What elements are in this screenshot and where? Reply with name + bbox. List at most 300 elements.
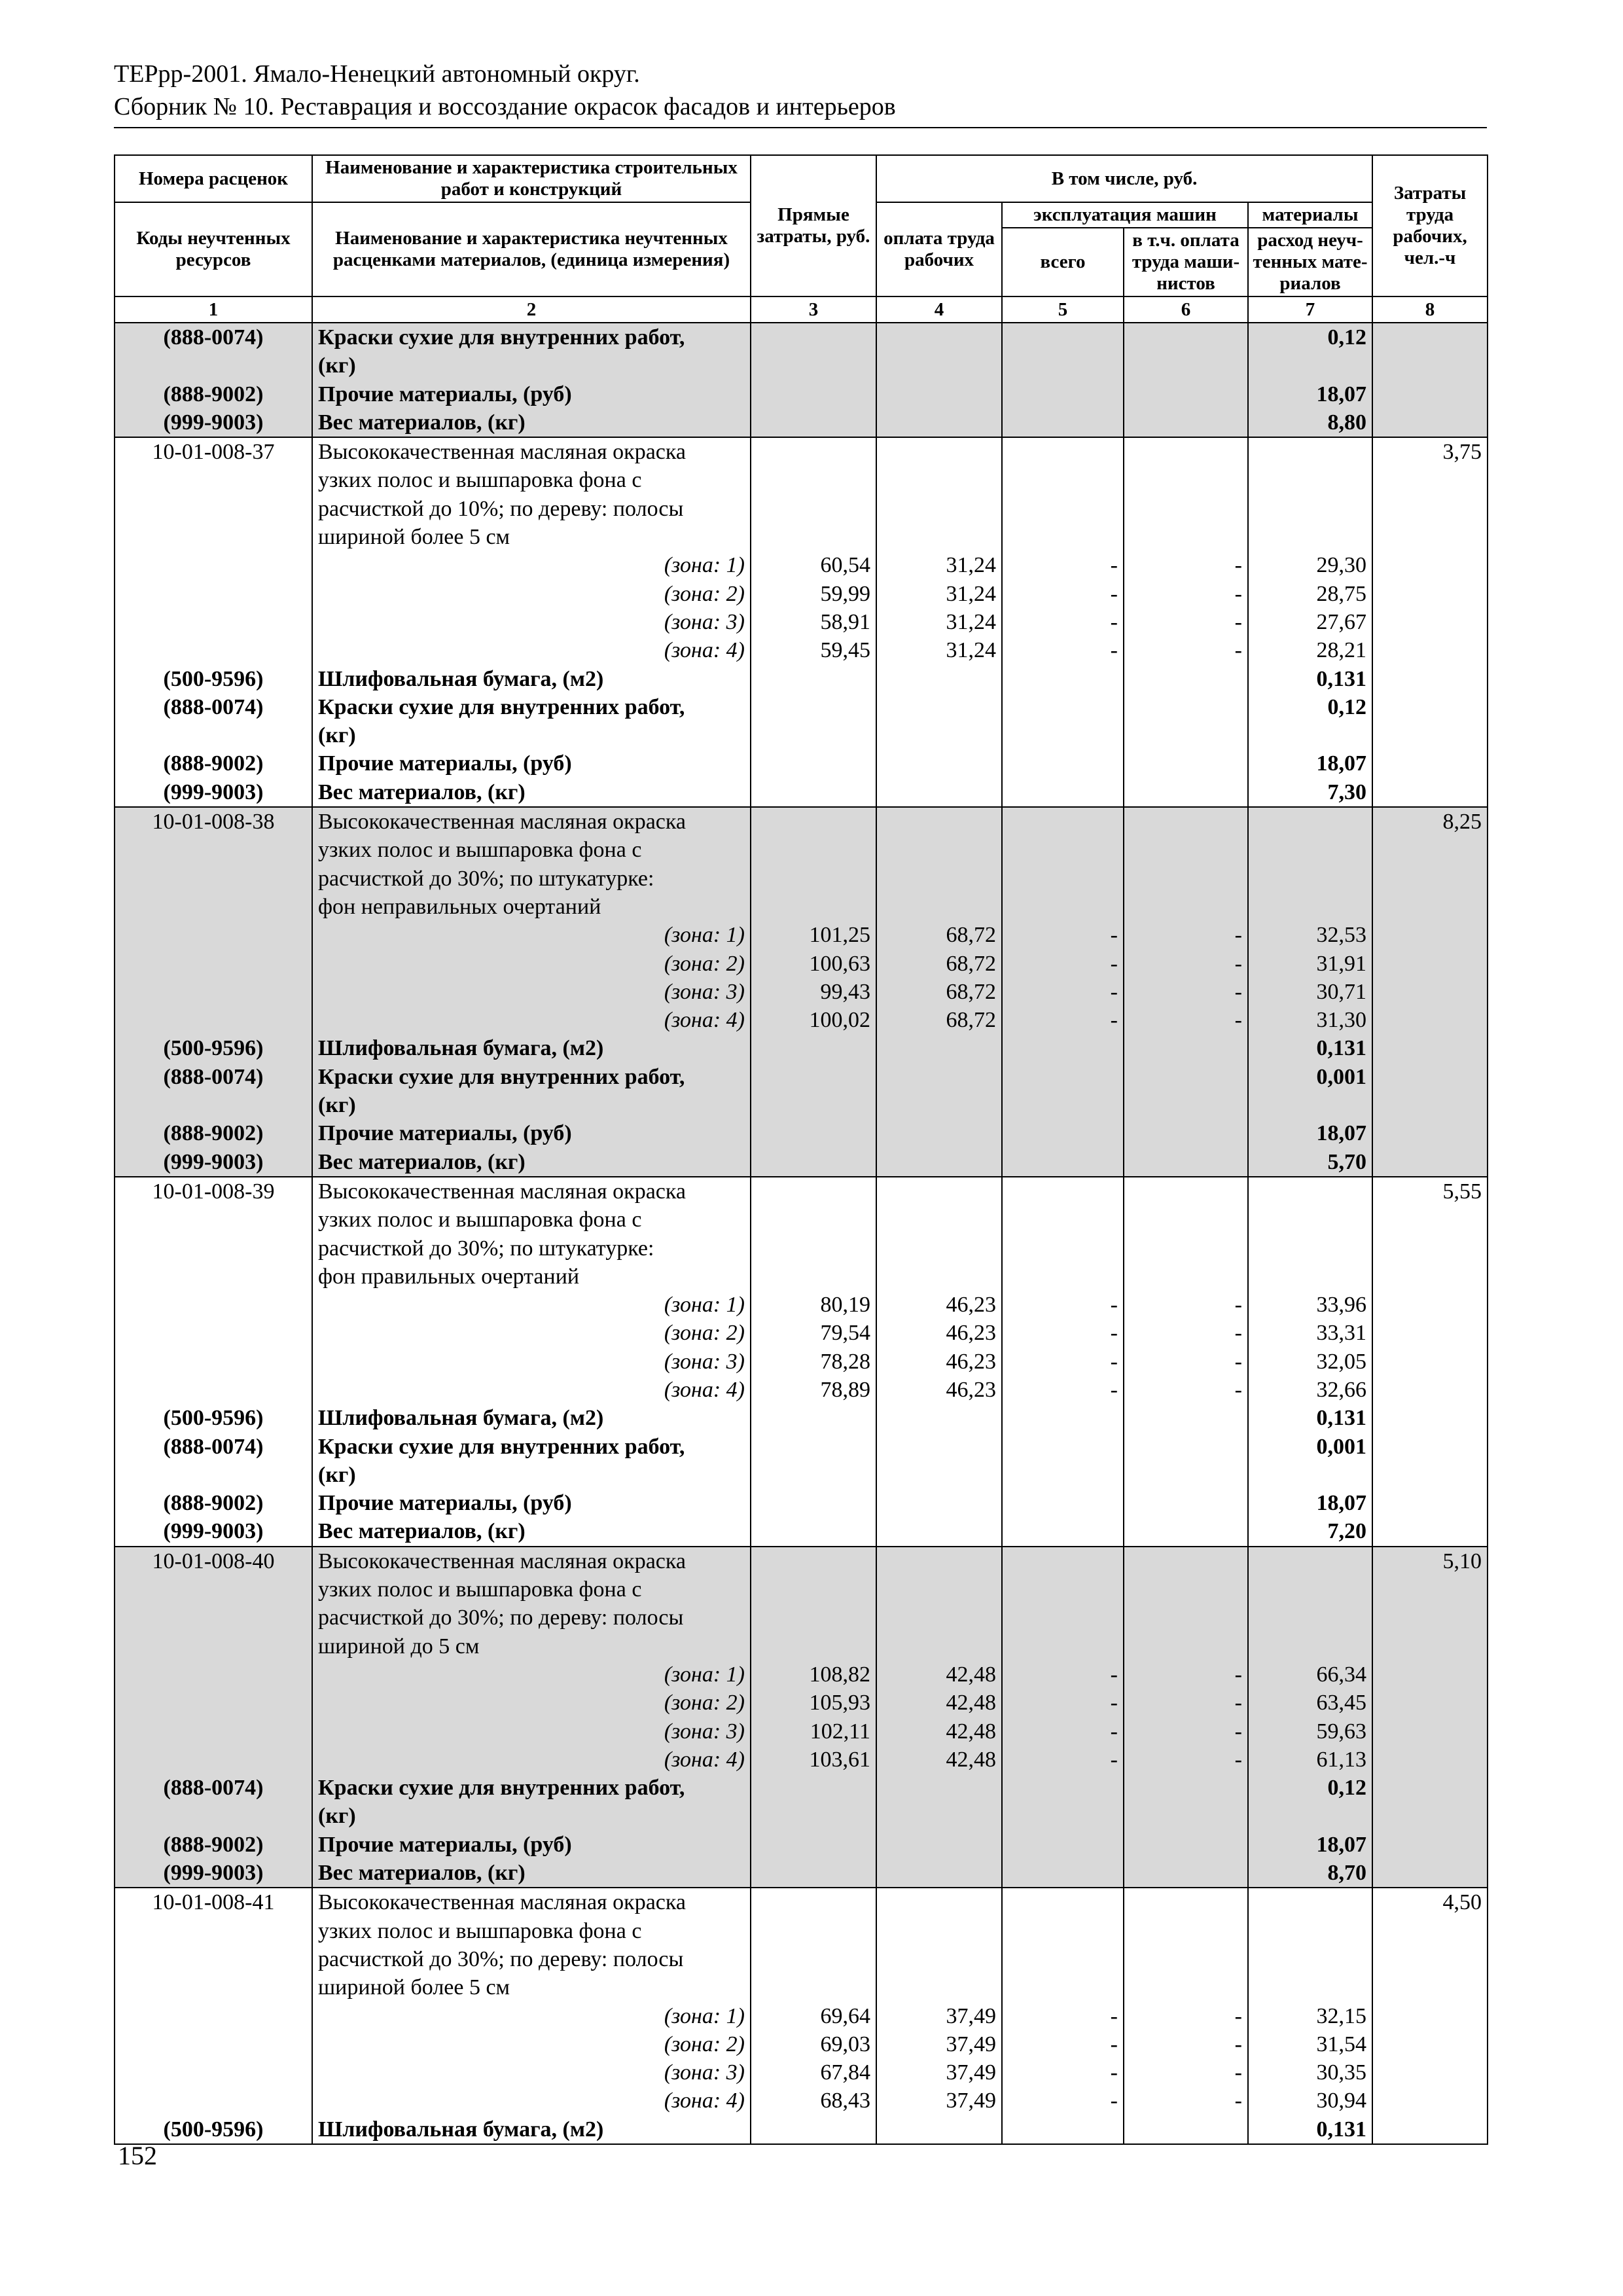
cell-col6 — [1124, 408, 1248, 437]
cell-col1 — [115, 1091, 312, 1119]
cell-col3 — [751, 323, 876, 351]
cell-col6: - — [1124, 950, 1248, 978]
cell-col1: (888-0074) — [115, 1433, 312, 1461]
header-rule — [114, 127, 1487, 128]
running-header — [114, 58, 1487, 123]
cell-col8 — [1372, 950, 1488, 978]
cell-col1: (999-9003) — [115, 1517, 312, 1546]
cell-col3 — [751, 1063, 876, 1091]
cell-col1: 10-01-008-38 — [115, 807, 312, 836]
cell-col2: (кг) — [312, 351, 751, 380]
cell-col7: 0,001 — [1248, 1433, 1372, 1461]
cell-col6 — [1124, 1831, 1248, 1859]
cell-col7: 0,131 — [1248, 665, 1372, 693]
cell-col8 — [1372, 721, 1488, 749]
cell-col4: 46,23 — [876, 1348, 1002, 1376]
cell-col5 — [1002, 1575, 1124, 1604]
cell-col4 — [876, 721, 1002, 749]
cell-col3 — [751, 1575, 876, 1604]
cell-col3: 108,82 — [751, 1660, 876, 1689]
cell-col7: 32,15 — [1248, 2002, 1372, 2030]
table-row — [115, 665, 1488, 693]
cell-col1 — [115, 2058, 312, 2087]
cell-col6 — [1124, 1404, 1248, 1432]
cell-col2: (зона: 2) — [312, 950, 751, 978]
cell-col8 — [1372, 1945, 1488, 1973]
cell-col1 — [115, 608, 312, 636]
cell-col2: фон неправильных очертаний — [312, 893, 751, 921]
cell-col4 — [876, 1091, 1002, 1119]
cell-col7: 5,70 — [1248, 1148, 1372, 1177]
col-number: 1 — [115, 296, 312, 323]
cell-col4 — [876, 351, 1002, 380]
cell-col6 — [1124, 1148, 1248, 1177]
cell-col5: - — [1002, 1376, 1124, 1404]
cell-col3 — [751, 1802, 876, 1830]
cell-col3 — [751, 1604, 876, 1632]
cell-col7 — [1248, 351, 1372, 380]
col-including-header: В том числе, руб. — [876, 155, 1372, 202]
cell-col1 — [115, 893, 312, 921]
cell-col2: Вес материалов, (кг) — [312, 1859, 751, 1888]
cell-col6: - — [1124, 1689, 1248, 1717]
table-row — [115, 466, 1488, 494]
table-row — [115, 2002, 1488, 2030]
cell-col6 — [1124, 1917, 1248, 1945]
cell-col5 — [1002, 437, 1124, 466]
cell-col6 — [1124, 807, 1248, 836]
table-row — [115, 1404, 1488, 1432]
table-row — [115, 408, 1488, 437]
cell-col2: Прочие материалы, (руб) — [312, 380, 751, 408]
cell-col6 — [1124, 721, 1248, 749]
cell-col4: 68,72 — [876, 1006, 1002, 1034]
cell-col5: - — [1002, 978, 1124, 1006]
cell-col7: 28,21 — [1248, 636, 1372, 664]
cell-col2: Краски сухие для внутренних работ, — [312, 1063, 751, 1091]
cell-col2: Высококачественная масляная окраска — [312, 437, 751, 466]
col-materials-header: материалы — [1248, 202, 1372, 228]
table-row — [115, 1206, 1488, 1234]
cell-col1 — [115, 1291, 312, 1319]
cell-col1: (888-0074) — [115, 323, 312, 351]
cell-col7: 63,45 — [1248, 1689, 1372, 1717]
table-row — [115, 1177, 1488, 1206]
cell-col4 — [876, 1234, 1002, 1263]
cell-col7: 0,12 — [1248, 323, 1372, 351]
cell-col1 — [115, 1206, 312, 1234]
cell-col8 — [1372, 2030, 1488, 2058]
cell-col1 — [115, 1660, 312, 1689]
cell-col6 — [1124, 778, 1248, 807]
cell-col3 — [751, 1119, 876, 1147]
cell-col6 — [1124, 1263, 1248, 1291]
cell-col7: 8,70 — [1248, 1859, 1372, 1888]
cell-col2: Прочие материалы, (руб) — [312, 749, 751, 778]
cell-col7 — [1248, 721, 1372, 749]
cell-col7 — [1248, 836, 1372, 864]
cell-col8 — [1372, 1376, 1488, 1404]
cell-col6 — [1124, 1859, 1248, 1888]
cell-col5 — [1002, 495, 1124, 523]
cell-col3 — [751, 466, 876, 494]
cell-col6 — [1124, 893, 1248, 921]
cell-col2: (зона: 3) — [312, 978, 751, 1006]
table-row — [115, 323, 1488, 351]
table-row — [115, 1461, 1488, 1489]
cell-col3 — [751, 1831, 876, 1859]
cell-col4 — [876, 1831, 1002, 1859]
cell-col7 — [1248, 495, 1372, 523]
cell-col4 — [876, 665, 1002, 693]
cell-col1 — [115, 1263, 312, 1291]
cell-col2: шириной более 5 см — [312, 1973, 751, 2001]
cell-col5 — [1002, 323, 1124, 351]
table-row — [115, 580, 1488, 608]
cell-col4: 68,72 — [876, 950, 1002, 978]
cell-col3 — [751, 893, 876, 921]
cell-col6 — [1124, 1547, 1248, 1575]
cell-col1 — [115, 1376, 312, 1404]
cell-col6: - — [1124, 636, 1248, 664]
cell-col8 — [1372, 836, 1488, 864]
cell-col6 — [1124, 323, 1248, 351]
cell-col1: (500-9596) — [115, 1034, 312, 1062]
cell-col5 — [1002, 1774, 1124, 1802]
cell-col2: (зона: 3) — [312, 1348, 751, 1376]
table-row — [115, 1319, 1488, 1347]
cell-col4 — [876, 1547, 1002, 1575]
cell-col5 — [1002, 1206, 1124, 1234]
cell-col3: 78,89 — [751, 1376, 876, 1404]
cell-col6 — [1124, 1774, 1248, 1802]
table-row — [115, 1888, 1488, 1916]
table-row — [115, 1973, 1488, 2001]
cell-col4 — [876, 1034, 1002, 1062]
cell-col7: 32,66 — [1248, 1376, 1372, 1404]
cell-col1 — [115, 1461, 312, 1489]
cell-col4 — [876, 1632, 1002, 1660]
cell-col6 — [1124, 1604, 1248, 1632]
cell-col8 — [1372, 1063, 1488, 1091]
cell-col6 — [1124, 1034, 1248, 1062]
col-rates-header: Номера расценок — [115, 155, 312, 202]
col-consumption-header: расход неуч-тенных мате-риалов — [1248, 228, 1372, 296]
cell-col2: (кг) — [312, 1091, 751, 1119]
cell-col1: 10-01-008-37 — [115, 437, 312, 466]
cell-col6 — [1124, 1632, 1248, 1660]
cell-col6 — [1124, 380, 1248, 408]
table-row — [115, 1575, 1488, 1604]
cell-col5 — [1002, 523, 1124, 551]
cell-col6: - — [1124, 608, 1248, 636]
table-row — [115, 807, 1488, 836]
col-name-header: Наименование и характеристика строительных работ и конструкций — [312, 155, 751, 202]
cell-col2: (кг) — [312, 1802, 751, 1830]
cell-col8 — [1372, 665, 1488, 693]
cell-col3 — [751, 1917, 876, 1945]
table-row — [115, 693, 1488, 721]
cell-col7 — [1248, 523, 1372, 551]
cell-col7: 30,94 — [1248, 2087, 1372, 2115]
cell-col2: узких полос и вышпаровка фона с — [312, 1917, 751, 1945]
cell-col3: 78,28 — [751, 1348, 876, 1376]
cell-col4: 42,48 — [876, 1746, 1002, 1774]
cell-col1 — [115, 1746, 312, 1774]
cell-col8 — [1372, 1348, 1488, 1376]
table-row — [115, 1632, 1488, 1660]
cell-col8 — [1372, 523, 1488, 551]
cell-col4: 31,24 — [876, 580, 1002, 608]
cell-col2: Краски сухие для внутренних работ, — [312, 323, 751, 351]
cell-col3 — [751, 865, 876, 893]
cell-col3: 59,45 — [751, 636, 876, 664]
cell-col1: (888-9002) — [115, 380, 312, 408]
cell-col5 — [1002, 1119, 1124, 1147]
cell-col2: узких полос и вышпаровка фона с — [312, 1575, 751, 1604]
cell-col5 — [1002, 1034, 1124, 1062]
col-number: 5 — [1002, 296, 1124, 323]
cell-col7 — [1248, 1575, 1372, 1604]
cell-col5: - — [1002, 1660, 1124, 1689]
cell-col1: (888-9002) — [115, 1489, 312, 1517]
cell-col1 — [115, 2030, 312, 2058]
cell-col2: расчисткой до 30%; по штукатурке: — [312, 1234, 751, 1263]
cell-col6 — [1124, 1433, 1248, 1461]
cell-col2: Прочие материалы, (руб) — [312, 1119, 751, 1147]
table-row — [115, 1234, 1488, 1263]
cell-col1 — [115, 950, 312, 978]
cell-col4 — [876, 1774, 1002, 1802]
cell-col1 — [115, 1917, 312, 1945]
cell-col4: 42,48 — [876, 1660, 1002, 1689]
cell-col6: - — [1124, 1006, 1248, 1034]
col-wage-header: оплата труда рабочих — [876, 202, 1002, 296]
table-row — [115, 1119, 1488, 1147]
cell-col8 — [1372, 1091, 1488, 1119]
cell-col6 — [1124, 1119, 1248, 1147]
cell-col7: 31,30 — [1248, 1006, 1372, 1034]
cell-col1: (999-9003) — [115, 1148, 312, 1177]
cell-col2: (зона: 1) — [312, 1291, 751, 1319]
cell-col4: 31,24 — [876, 551, 1002, 579]
cell-col2: Шлифовальная бумага, (м2) — [312, 1404, 751, 1432]
cell-col3: 60,54 — [751, 551, 876, 579]
cell-col3 — [751, 1547, 876, 1575]
cell-col8 — [1372, 551, 1488, 579]
cell-col8 — [1372, 580, 1488, 608]
col-number: 6 — [1124, 296, 1248, 323]
cell-col1 — [115, 1717, 312, 1746]
cell-col7 — [1248, 1547, 1372, 1575]
cell-col3: 105,93 — [751, 1689, 876, 1717]
table-row — [115, 437, 1488, 466]
cell-col6 — [1124, 1517, 1248, 1546]
cell-col5 — [1002, 807, 1124, 836]
cell-col8 — [1372, 921, 1488, 949]
cell-col6: - — [1124, 551, 1248, 579]
cell-col6 — [1124, 1802, 1248, 1830]
cell-col3: 58,91 — [751, 608, 876, 636]
cell-col8 — [1372, 1263, 1488, 1291]
cell-col2: узких полос и вышпаровка фона с — [312, 466, 751, 494]
cell-col8 — [1372, 1660, 1488, 1689]
cell-col6: - — [1124, 1746, 1248, 1774]
cell-col1: (500-9596) — [115, 2115, 312, 2144]
cell-col8 — [1372, 380, 1488, 408]
col-number: 2 — [312, 296, 751, 323]
cell-col4: 31,24 — [876, 636, 1002, 664]
cell-col8 — [1372, 351, 1488, 380]
cell-col5 — [1002, 1234, 1124, 1263]
cell-col8 — [1372, 1291, 1488, 1319]
table-row — [115, 1489, 1488, 1517]
cell-col1: (888-9002) — [115, 749, 312, 778]
cell-col7: 31,54 — [1248, 2030, 1372, 2058]
cell-col2: (зона: 4) — [312, 636, 751, 664]
cell-col6 — [1124, 1234, 1248, 1263]
cell-col2: (зона: 2) — [312, 1319, 751, 1347]
cell-col4 — [876, 749, 1002, 778]
table-row — [115, 636, 1488, 664]
cell-col5: - — [1002, 2002, 1124, 2030]
cell-col4: 37,49 — [876, 2030, 1002, 2058]
cell-col4 — [876, 1404, 1002, 1432]
cell-col8 — [1372, 1206, 1488, 1234]
cell-col6 — [1124, 495, 1248, 523]
table-row — [115, 1091, 1488, 1119]
cell-col3 — [751, 1461, 876, 1489]
cell-col2: (зона: 4) — [312, 1006, 751, 1034]
cell-col8 — [1372, 1575, 1488, 1604]
table-row — [115, 865, 1488, 893]
cell-col7: 7,30 — [1248, 778, 1372, 807]
cell-col4 — [876, 1575, 1002, 1604]
cell-col5: - — [1002, 1746, 1124, 1774]
cell-col3 — [751, 1148, 876, 1177]
table-row — [115, 1746, 1488, 1774]
cell-col1 — [115, 495, 312, 523]
table-row — [115, 1433, 1488, 1461]
cell-col1 — [115, 466, 312, 494]
cell-col4 — [876, 1917, 1002, 1945]
page-number: 152 — [118, 2141, 157, 2170]
cell-col7: 32,05 — [1248, 1348, 1372, 1376]
cell-col3 — [751, 380, 876, 408]
table-row — [115, 1660, 1488, 1689]
cell-col7 — [1248, 865, 1372, 893]
cell-col4: 37,49 — [876, 2058, 1002, 2087]
cell-col7: 7,20 — [1248, 1517, 1372, 1546]
cell-col4 — [876, 1888, 1002, 1916]
cell-col1 — [115, 1689, 312, 1717]
cell-col8 — [1372, 1717, 1488, 1746]
cell-col5 — [1002, 1148, 1124, 1177]
col-mach-wage-header: в т.ч. оплата труда маши-нистов — [1124, 228, 1248, 296]
table-row — [115, 1945, 1488, 1973]
cell-col1: 10-01-008-41 — [115, 1888, 312, 1916]
cell-col3: 99,43 — [751, 978, 876, 1006]
cell-col2: Вес материалов, (кг) — [312, 1517, 751, 1546]
cell-col4 — [876, 1461, 1002, 1489]
cell-col6: - — [1124, 978, 1248, 1006]
cell-col7: 32,53 — [1248, 921, 1372, 949]
cell-col7 — [1248, 1206, 1372, 1234]
table-row — [115, 1547, 1488, 1575]
cell-col5 — [1002, 1831, 1124, 1859]
cell-col2: узких полос и вышпаровка фона с — [312, 836, 751, 864]
cell-col2: (кг) — [312, 721, 751, 749]
cell-col5 — [1002, 1433, 1124, 1461]
cell-col7 — [1248, 1091, 1372, 1119]
cell-col4 — [876, 1206, 1002, 1234]
cell-col3 — [751, 408, 876, 437]
cell-col2: (зона: 4) — [312, 2087, 751, 2115]
cell-col2: (зона: 1) — [312, 921, 751, 949]
cell-col4 — [876, 1859, 1002, 1888]
cell-col1: 10-01-008-39 — [115, 1177, 312, 1206]
cell-col8 — [1372, 495, 1488, 523]
cell-col4 — [876, 1148, 1002, 1177]
cell-col1: (888-0074) — [115, 1774, 312, 1802]
col-labor-header: Затраты труда рабочих, чел.-ч — [1372, 155, 1488, 296]
table-row — [115, 1859, 1488, 1888]
table-row — [115, 495, 1488, 523]
cell-col6 — [1124, 1973, 1248, 2001]
cell-col8 — [1372, 608, 1488, 636]
table-row — [115, 1917, 1488, 1945]
cell-col2: (зона: 4) — [312, 1376, 751, 1404]
cell-col3 — [751, 1177, 876, 1206]
cell-col1 — [115, 1319, 312, 1347]
table-row — [115, 1348, 1488, 1376]
cell-col8 — [1372, 2002, 1488, 2030]
cell-col5 — [1002, 1917, 1124, 1945]
cell-col8 — [1372, 1006, 1488, 1034]
cell-col3 — [751, 749, 876, 778]
cell-col4: 37,49 — [876, 2002, 1002, 2030]
cell-col5 — [1002, 1632, 1124, 1660]
cell-col1 — [115, 1973, 312, 2001]
cell-col6: - — [1124, 1376, 1248, 1404]
cell-col5: - — [1002, 1689, 1124, 1717]
cell-col7 — [1248, 1632, 1372, 1660]
cell-col5 — [1002, 1802, 1124, 1830]
cell-col8 — [1372, 466, 1488, 494]
cell-col2: расчисткой до 30%; по дереву: полосы — [312, 1945, 751, 1973]
cell-col2: (зона: 3) — [312, 1717, 751, 1746]
cell-col3 — [751, 1404, 876, 1432]
cell-col3: 67,84 — [751, 2058, 876, 2087]
cell-col5 — [1002, 721, 1124, 749]
cell-col6: - — [1124, 2002, 1248, 2030]
cell-col5 — [1002, 380, 1124, 408]
cell-col3 — [751, 1489, 876, 1517]
cell-col5: - — [1002, 551, 1124, 579]
cell-col6: - — [1124, 1717, 1248, 1746]
cell-col3 — [751, 1945, 876, 1973]
cell-col7 — [1248, 1263, 1372, 1291]
cell-col5 — [1002, 1859, 1124, 1888]
cell-col3 — [751, 1888, 876, 1916]
cell-col4 — [876, 1433, 1002, 1461]
cell-col3 — [751, 1091, 876, 1119]
cell-col2: узких полос и вышпаровка фона с — [312, 1206, 751, 1234]
cell-col3 — [751, 1517, 876, 1546]
cell-col3 — [751, 721, 876, 749]
cell-col2: расчисткой до 10%; по дереву: полосы — [312, 495, 751, 523]
cell-col5 — [1002, 466, 1124, 494]
